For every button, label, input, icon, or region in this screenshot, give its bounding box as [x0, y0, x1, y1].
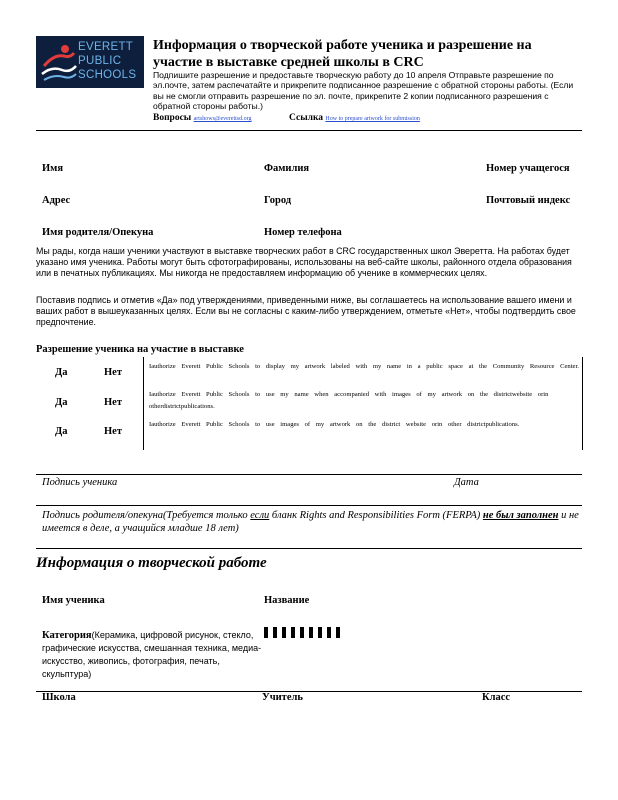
- grade-field-label: Класс: [482, 692, 511, 703]
- category-checkbox[interactable]: [291, 627, 295, 638]
- instructions: Подпишите разрешение и предоставьте творческую работу до 10 апреля Отправьте разрешение по эл.почте, затем распечатайте и прикрепите подписанное разрешение с обратной стороны работы. (Если вы не смогли отправить разрешение по эл. почте, прикрепите 2 копии подписанного разрешения с обратной стороны работы.): [153, 70, 574, 112]
- yes-option-3[interactable]: Да: [55, 426, 68, 437]
- category-checkbox[interactable]: [327, 627, 331, 638]
- category-label: Категория: [42, 630, 92, 641]
- category-checkbox[interactable]: [336, 627, 340, 638]
- zip-field-label: Почтовый индекс: [486, 195, 571, 206]
- surname-field-label: Фамилия: [264, 163, 310, 174]
- signature-section-divider: [36, 548, 582, 549]
- permission-statement-1: Iauthorize Everett Public Schools to display my artwork labeled with my name in a public space at the Community Resource Center.: [149, 363, 579, 370]
- name-field-label: Имя: [42, 163, 63, 174]
- category-checkbox[interactable]: [264, 627, 268, 638]
- intro-paragraph-1: Мы рады, когда наши ученики участвуют в выставке творческих работ в CRC государственных школ Эверетта. На работах будет указано имя ученика. Работы могут быть сфотографированы, использованы на веб-сайте школы, районного отдела образования или в печатных публикациях. Мы никогда не предоставляем информацию об ученике в коммерческих целях.: [36, 246, 572, 278]
- permission-heading: Разрешение ученика на участие в выставке: [36, 344, 244, 355]
- date-label: Дата: [454, 477, 479, 488]
- yes-option-2[interactable]: Да: [55, 397, 68, 408]
- student-number-field-label: Номер учащегося: [486, 163, 570, 174]
- address-field-label: Адрес: [42, 195, 71, 206]
- category-checkbox[interactable]: [282, 627, 286, 638]
- questions-label: Вопросы: [153, 113, 192, 123]
- teacher-field-label: Учитель: [262, 692, 303, 703]
- student-name-field-label: Имя ученика: [42, 595, 105, 606]
- student-signature-line: [36, 474, 582, 475]
- parent-signature-label: Подпись родителя/опекуна(Требуется только если бланк Rights and Responsibilities Form (FERPA) не был заполнен и не имеется в деле, а учащийся младше 18 лет): [42, 510, 579, 534]
- form-title: Информация о творческой работе ученика и разрешение на участие в выставке средней школы в CRC: [153, 38, 532, 70]
- no-option-2[interactable]: Нет: [104, 397, 122, 408]
- questions-email-link[interactable]: artshows@everettsd.org: [193, 116, 252, 122]
- school-field-label: Школа: [42, 692, 76, 703]
- parent-signature-line: [36, 505, 582, 506]
- permission-column-divider: [143, 357, 144, 450]
- category-checkbox[interactable]: [300, 627, 304, 638]
- logo-text: EVERETT PUBLIC SCHOOLS: [78, 41, 137, 81]
- category-checkbox[interactable]: [318, 627, 322, 638]
- permission-statement-3: Iauthorize Everett Public Schools to use images of my artwork on the district website orin other districtpublications.: [149, 421, 520, 428]
- permission-right-border: [582, 357, 583, 450]
- city-field-label: Город: [264, 195, 292, 206]
- student-signature-label: Подпись ученика: [42, 477, 118, 488]
- no-option-3[interactable]: Нет: [104, 426, 122, 437]
- prepare-artwork-link[interactable]: How to prepare artwork for submission: [325, 116, 420, 122]
- artwork-title-field-label: Название: [264, 595, 310, 606]
- link-label: Ссылка: [289, 113, 324, 123]
- category-description: (Керамика, цифровой рисунок, стекло, графические искусства, смешанная техника, медиа-искусство, живопись, фотография, печать, скульптура): [42, 630, 262, 679]
- category-checkboxes[interactable]: [264, 625, 345, 636]
- category-field: [42, 628, 262, 680]
- parent-field-label: Имя родителя/Опекуна: [42, 227, 154, 238]
- yes-option-1[interactable]: Да: [55, 367, 68, 378]
- no-option-1[interactable]: Нет: [104, 367, 122, 378]
- artwork-info-heading: Информация о творческой работе: [36, 555, 267, 571]
- questions-row: [153, 113, 252, 123]
- category-checkbox[interactable]: [273, 627, 277, 638]
- header-divider: [36, 130, 582, 131]
- swimmer-logo-icon: [40, 40, 78, 84]
- link-row: [289, 113, 420, 123]
- district-logo: [36, 36, 144, 88]
- intro-paragraph-2: Поставив подпись и отметив «Да» под утверждениями, приведенными ниже, вы соглашаетесь на использование вашего имени и ваших работ в вышеуказанных целях. Если вы не согласны с каким-либо утверждением, отметьте «Нет», чтобы подтвердить свое предпочтение.: [36, 295, 576, 327]
- category-checkbox[interactable]: [309, 627, 313, 638]
- permission-statement-2: Iauthorize Everett Public Schools to use my name when accompanied with images of my artwork on the districtwebsite orin otherdistrictpublications.: [149, 391, 549, 410]
- phone-field-label: Номер телефона: [264, 227, 342, 238]
